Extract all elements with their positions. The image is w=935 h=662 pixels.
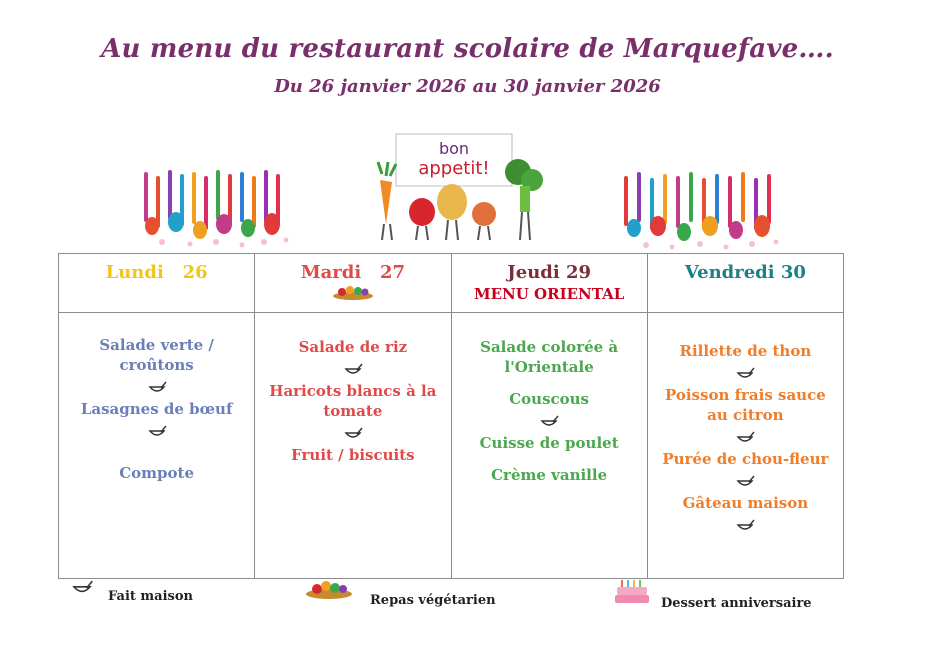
day-name-thursday: Jeudi 29 xyxy=(507,262,592,283)
dishes-tuesday xyxy=(255,313,451,579)
homemade-icon xyxy=(735,519,755,533)
dish-friday-side: Purée de chou-fleur xyxy=(662,450,829,468)
legend-birthday-cake-icon xyxy=(612,578,652,606)
dish-thursday-side: Cuisse de poulet xyxy=(479,434,619,452)
dish-monday-main: Lasagnes de bœuf xyxy=(80,400,233,418)
homemade-icon xyxy=(343,427,363,441)
day-header-thursday xyxy=(451,254,647,313)
day-header-monday xyxy=(59,254,255,313)
utensils-decoration-left xyxy=(132,168,302,250)
homemade-icon xyxy=(539,415,559,429)
sign-line1: bon xyxy=(438,139,470,158)
legend-birthday-label: Dessert anniversaire xyxy=(661,596,812,611)
dish-monday-starter: Salade verte / croûtons xyxy=(99,336,214,374)
dishes-thursday xyxy=(451,313,647,579)
day-header-friday xyxy=(647,254,843,313)
dish-friday-dessert: Gâteau maison xyxy=(682,494,809,512)
dish-friday-starter: Rillette de thon xyxy=(679,342,812,360)
dishes-monday xyxy=(59,313,255,579)
dish-thursday-main: Couscous xyxy=(509,390,590,408)
homemade-icon xyxy=(735,431,755,445)
vegetarian-basket-icon xyxy=(330,285,376,301)
utensils-decoration-right xyxy=(612,170,790,252)
day-name-friday: Vendredi 30 xyxy=(684,262,806,283)
legend-vegetarian-icon xyxy=(303,580,355,600)
dishes-friday xyxy=(647,313,843,579)
legend-homemade-label: Fait maison xyxy=(108,589,193,604)
dish-thursday-starter: Salade colorée à l'Orientale xyxy=(480,338,619,376)
day-name-tuesday: Mardi 27 xyxy=(300,262,406,283)
homemade-icon xyxy=(147,425,167,439)
legend-vegetarian-label: Repas végétarien xyxy=(370,593,496,608)
menu-header-row xyxy=(59,254,844,313)
oriental-menu-label: MENU ORIENTAL xyxy=(473,285,625,303)
menu-date-range: Du 26 janvier 2026 au 30 janvier 2026 xyxy=(274,76,661,97)
bon-appetit-mascots xyxy=(352,132,558,244)
sign-line2: appetit! xyxy=(418,158,490,179)
dish-friday-main: Poisson frais sauce au citron xyxy=(664,386,826,424)
homemade-icon xyxy=(735,475,755,489)
homemade-icon xyxy=(735,367,755,381)
day-header-tuesday xyxy=(255,254,451,313)
dish-tuesday-starter: Salade de riz xyxy=(298,338,408,356)
dish-tuesday-main: Haricots blancs à la tomate xyxy=(269,382,437,420)
menu-title: Au menu du restaurant scolaire de Marquefave…. xyxy=(101,34,834,64)
dish-tuesday-dessert: Fruit / biscuits xyxy=(291,446,415,464)
weekly-menu-table xyxy=(58,253,844,579)
homemade-icon xyxy=(147,381,167,395)
day-name-monday: Lundi 26 xyxy=(105,262,208,283)
legend-homemade-icon xyxy=(70,580,94,596)
homemade-icon xyxy=(343,363,363,377)
dish-thursday-dessert: Crème vanille xyxy=(491,466,608,484)
dish-monday-dessert: Compote xyxy=(119,464,195,482)
menu-dishes-row xyxy=(59,313,844,579)
